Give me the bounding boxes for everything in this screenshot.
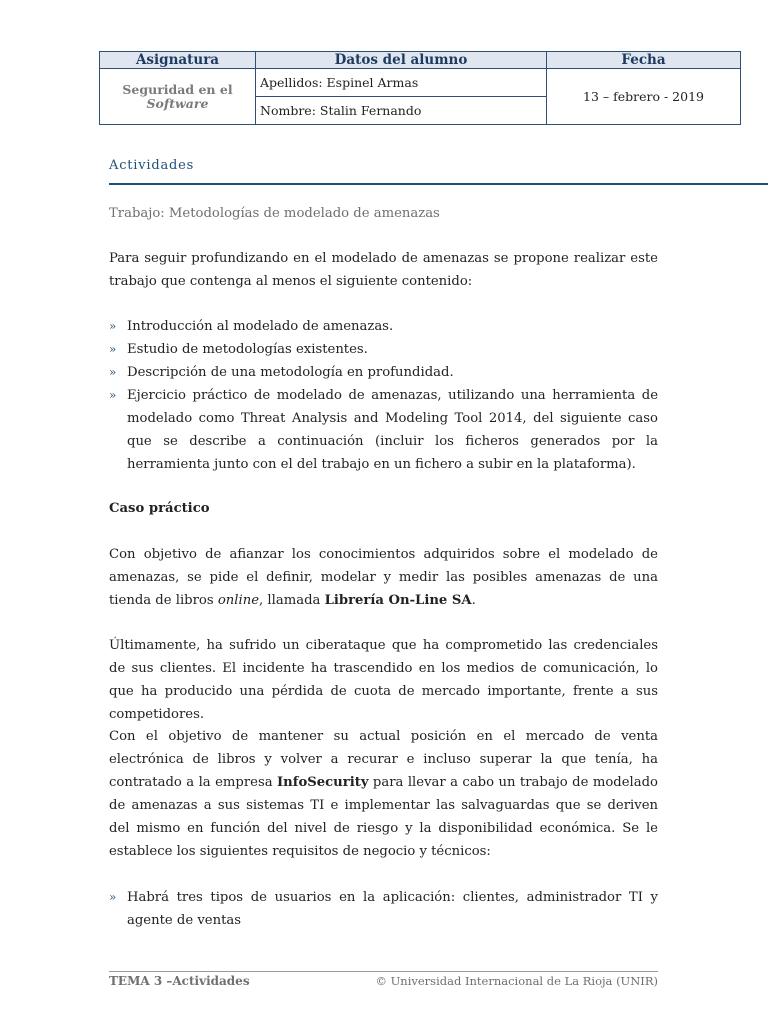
list-item: » Introducción al modelado de amenazas. bbox=[109, 315, 658, 338]
trabajo-title: Trabajo: Metodologías de modelado de amenazas bbox=[109, 206, 440, 221]
caso-paragraph-2: Últimamente, ha sufrido un ciberataque que ha comprometido las credenciales de sus clientes. El incidente ha trascendido en los medios de comunicación, lo que ha producido una pérdida de cuota de mercado importante, frente a sus competidores. bbox=[109, 638, 658, 722]
header-table bbox=[99, 51, 741, 125]
bullet-marker: » bbox=[109, 319, 117, 333]
caso-title: Caso práctico bbox=[109, 501, 210, 516]
list-item: » Estudio de metodologías existentes. bbox=[109, 338, 658, 361]
subject-header: Asignatura bbox=[100, 52, 256, 69]
contractor-name: InfoSecurity bbox=[277, 775, 369, 790]
date-cell: 13 – febrero - 2019 bbox=[547, 69, 741, 125]
footer-divider bbox=[109, 971, 658, 972]
bullet-marker: » bbox=[109, 342, 117, 356]
list-item: » Habrá tres tipos de usuarios en la aplicación: clientes, administrador TI y agente de ventas bbox=[109, 886, 658, 932]
date-header: Fecha bbox=[547, 52, 741, 69]
bullet-marker: » bbox=[109, 365, 117, 379]
subject-cell bbox=[100, 69, 256, 125]
subject-name-line2: Software bbox=[146, 95, 209, 111]
subject-name-line1: Seguridad en el bbox=[122, 81, 233, 97]
caso-paragraph-1: Con objetivo de afianzar los conocimientos adquiridos sobre el modelado de amenazas, se pide el definir, modelar y medir las posibles amenazas de una tienda de libros online, llamada Librería On-Line SA. bbox=[109, 547, 658, 608]
footer-left: TEMA 3 –Actividades bbox=[109, 974, 250, 988]
intro-paragraph: Para seguir profundizando en el modelado de amenazas se propone realizar este trabajo que contenga al menos el siguiente contenido: bbox=[109, 251, 658, 289]
company-name: Librería On-Line SA bbox=[324, 593, 472, 608]
requirements-list bbox=[109, 886, 658, 932]
section-divider bbox=[109, 183, 768, 185]
list-item: » Descripción de una metodología en profundidad. bbox=[109, 361, 658, 384]
footer-right: © Universidad Internacional de La Rioja (UNIR) bbox=[375, 974, 658, 988]
content-list bbox=[109, 315, 658, 476]
apellidos-cell: Apellidos: Espinel Armas bbox=[256, 69, 547, 97]
caso-paragraph-3: Con el objetivo de mantener su actual posición en el mercado de venta electrónica de libros y volver a recurar e incluso superar la que tenía, ha contratado a la empresa InfoSecurity para llevar a cabo un trabajo de modelado de amenazas a sus sistemas TI e implementar las salvaguardas que se deriven del mismo en función del nivel de riesgo y la disponibilidad económica. Se le establece los siguientes requisitos de negocio y técnicos: bbox=[109, 729, 658, 859]
bullet-marker: » bbox=[109, 388, 117, 402]
nombre-cell: Nombre: Stalin Fernando bbox=[256, 97, 547, 125]
list-item: » Ejercicio práctico de modelado de amenazas, utilizando una herramienta de modelado como Threat Analysis and Modeling Tool 2014, del siguiente caso que se describe a continuación (incluir los ficheros generados por la herramienta junto con el del trabajo en un fichero a subir en la plataforma). bbox=[109, 384, 658, 476]
student-data-header: Datos del alumno bbox=[256, 52, 547, 69]
section-title: Actividades bbox=[109, 158, 195, 173]
bullet-marker: » bbox=[109, 890, 117, 904]
